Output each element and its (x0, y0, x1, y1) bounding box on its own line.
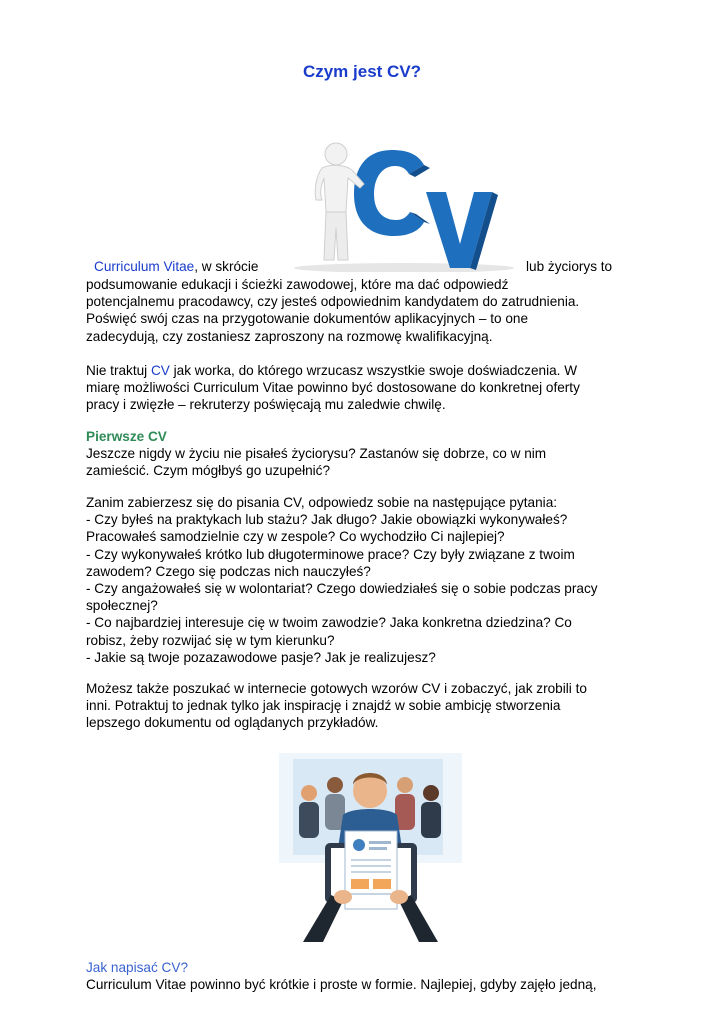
text-line: - Co najbardziej interesuje cię w twoim zawodzie? Jaka konkretna dziedzina? Co (86, 615, 572, 631)
text-line: Zanim zabierzesz się do pisania CV, odpowiedz sobie na następujące pytania: (86, 495, 558, 510)
text-line: zadecydują, czy zostaniesz zaproszony na rozmowę kwalifikacyjną. (86, 328, 493, 344)
cv-paragraph (86, 362, 646, 414)
recruitment-illustration (273, 745, 468, 942)
intro-paragraph (86, 276, 646, 345)
text-line: podsumowanie edukacji i ścieżki zawodowej, które ma dać odpowiedź (86, 277, 509, 292)
text-line: potencjalnemu pracodawcy, czy jesteś odpowiednim kandydatem do zatrudnienia. (86, 294, 580, 310)
curriculum-vitae-link[interactable]: Curriculum Vitae (94, 259, 195, 274)
text-line: Curriculum Vitae powinno być krótkie i proste w formie. Najlepiej, gdyby zajęło jedną, (86, 977, 597, 993)
intro-right-text: lub życiorys to (526, 259, 613, 274)
text-line: Poświęć swój czas na przygotowanie dokumentów aplikacyjnych – to one (86, 311, 529, 327)
section-heading-how-to-write: Jak napisać CV? (86, 960, 189, 975)
cv-figure-illustration (274, 132, 522, 272)
text-segment: Nie traktuj (86, 363, 151, 378)
section-heading-first-cv: Pierwsze CV (86, 429, 167, 444)
section-how-to-write (86, 959, 646, 993)
text-line: lepszego dokumentu od oglądanych przykładów. (86, 715, 379, 731)
text-line: inni. Potraktuj to jednak tylko jak inspirację i znajdź w sobie ambicję stworzenia (86, 698, 561, 714)
text-line: Pracowałeś samodzielnie czy w zespole? Co wychodziło Ci najlepiej? (86, 529, 505, 545)
text-line: - Czy wykonywałeś krótko lub długoterminowe prace? Czy były związane z twoim (86, 546, 575, 562)
text-line: robisz, żeby rozwijać się w tym kierunku? (86, 632, 335, 648)
text-line: zamieścić. Czym mógłbyś go uzupełnić? (86, 463, 331, 479)
text-line: zawodem? Czego się podczas nich nauczyłeś? (86, 563, 371, 579)
text-line: pracy i zwięzłe – rekruterzy poświęcają mu zaledwie chwilę. (86, 397, 446, 413)
cv-link[interactable]: CV (150, 363, 170, 378)
text-line: Jeszcze nigdy w życiu nie pisałeś życiorysu? Zastanów się dobrze, co w nim (86, 446, 547, 462)
text-line: miarę możliwości Curriculum Vitae powinno być dostosowane do konkretnej oferty (86, 380, 580, 396)
page-title: Czym jest CV? (302, 62, 422, 81)
section-first-cv (86, 428, 646, 480)
templates-paragraph (86, 680, 646, 732)
questions-list (86, 494, 646, 666)
text-line: - Czy byłeś na praktykach lub stażu? Jak długo? Jakie obowiązki wykonywałeś? (86, 512, 568, 528)
text-segment: jak worka, do którego wrzucasz wszystkie swoje doświadczenia. W (169, 363, 578, 378)
text-line: - Czy angażowałeś się w wolontariat? Czego dowiedziałeś się o sobie podczas pracy (86, 581, 598, 597)
intro-first-line (94, 259, 258, 274)
intro-after-link: , w skrócie (194, 259, 259, 274)
text-line: społecznej? (86, 598, 158, 614)
text-line: - Jakie są twoje pozazawodowe pasje? Jak je realizujesz? (86, 649, 436, 665)
text-line: Możesz także poszukać w internecie gotowych wzorów CV i zobaczyć, jak zrobili to (86, 681, 587, 696)
text-line (86, 362, 646, 379)
